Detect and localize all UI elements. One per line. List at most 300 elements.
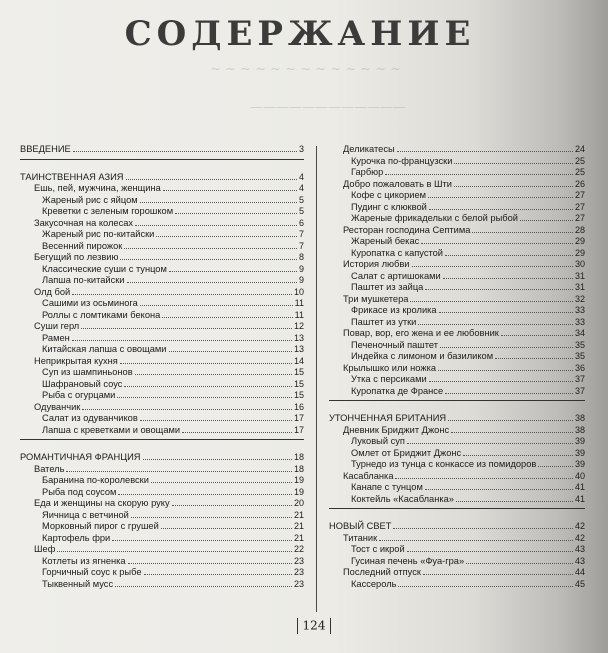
toc-entry-title: Кассероль [351, 578, 397, 589]
toc-entry-title: НОВЫЙ СВЕТ [329, 521, 392, 531]
toc-recipe-row [329, 459, 585, 471]
toc-chapter-row [20, 252, 304, 264]
toc-recipe-row [20, 333, 304, 345]
toc-entry-title: Шеф [34, 544, 56, 554]
toc-entry-page: 27 [574, 201, 585, 212]
toc-entry-page: 24 [574, 144, 585, 154]
toc-section-row [20, 452, 304, 464]
section-rule [20, 439, 304, 440]
toc-recipe-row [329, 436, 585, 448]
dot-leader [407, 551, 573, 552]
toc-entry-title: Паштет из зайца [351, 282, 424, 292]
toc-entry-title: Сашими из осьминога [42, 298, 138, 308]
toc-entry-title: Куропатка де Франсе [351, 385, 444, 396]
toc-recipe-row [20, 229, 304, 241]
dot-leader [143, 459, 292, 460]
toc-entry-title: Паштет из утки [351, 316, 417, 327]
toc-right-column [329, 144, 585, 590]
toc-recipe-row [20, 310, 304, 322]
dot-leader [124, 386, 292, 387]
toc-section-row [20, 172, 304, 184]
dot-leader [124, 248, 297, 249]
toc-entry-page: 45 [574, 578, 585, 589]
toc-recipe-row [329, 544, 585, 556]
bleed-through-text: ~ ~ ~ ~ ~ ~ ~ ~ ~ ~ ~ ~ ~ [210, 62, 402, 77]
dot-leader [466, 563, 573, 564]
toc-entry-page: 9 [298, 275, 304, 285]
dot-leader [66, 471, 292, 472]
toc-entry-page: 19 [293, 475, 304, 485]
toc-entry-page: 38 [574, 424, 585, 435]
toc-recipe-row [329, 386, 585, 398]
dot-leader [428, 197, 573, 198]
toc-recipe-row [329, 236, 585, 248]
dot-leader [81, 328, 292, 329]
toc-recipe-row [20, 275, 304, 287]
toc-entry-page: 11 [294, 298, 304, 308]
toc-recipe-row [329, 556, 585, 568]
toc-entry-title: Кофе с цикорием [351, 190, 427, 200]
toc-chapter-row [329, 225, 585, 237]
dot-leader [429, 381, 573, 382]
toc-recipe-row [20, 487, 304, 499]
toc-entry-page: 8 [298, 252, 304, 262]
toc-entry-page: 27 [574, 190, 585, 200]
toc-entry-page: 4 [298, 171, 304, 182]
toc-section-row [329, 413, 585, 425]
toc-entry-page: 26 [574, 178, 585, 189]
toc-entry-page: 44 [574, 567, 585, 577]
dot-leader [120, 363, 292, 364]
toc-entry-title: Турнедо из тунца с конкассе из помидоров [351, 459, 537, 469]
toc-recipe-row [20, 344, 304, 356]
dot-leader [161, 528, 292, 529]
toc-entry-page: 31 [574, 282, 585, 292]
toc-recipe-row [20, 413, 304, 425]
dot-leader [72, 294, 292, 295]
toc-entry-title: Титаник [343, 532, 378, 543]
dot-leader [135, 374, 292, 375]
toc-recipe-row [20, 556, 304, 568]
toc-entry-page: 17 [293, 424, 304, 435]
toc-recipe-row [329, 448, 585, 460]
toc-entry-title: Утка с персиками [351, 374, 427, 384]
toc-recipe-row [20, 379, 304, 391]
toc-entry-title: Омлет от Бриджит Джонс [351, 447, 462, 458]
toc-entry-page: 32 [574, 293, 585, 304]
toc-entry-title: Повар, вор, его жена и ее любовник [343, 328, 499, 338]
toc-recipe-row [329, 271, 585, 283]
toc-entry-title: Три мушкетера [343, 293, 409, 304]
toc-entry-title: Крылышко или ножка [343, 362, 437, 373]
dot-leader [182, 432, 292, 433]
bleed-through-rule: ———————————— [250, 100, 406, 115]
dot-leader [454, 163, 573, 164]
toc-entry-title: Индейка с лимоном и базиликом [351, 351, 494, 361]
toc-recipe-row [20, 533, 304, 545]
toc-recipe-row [329, 482, 585, 494]
toc-entry-page: 21 [293, 521, 304, 531]
dot-leader [463, 455, 573, 456]
dot-leader [472, 232, 573, 233]
toc-chapter-row [329, 144, 585, 156]
toc-entry-page: 40 [574, 470, 585, 481]
toc-chapter-row [20, 356, 304, 368]
toc-entry-page: 18 [293, 452, 304, 462]
dot-leader [175, 213, 297, 214]
dot-leader [412, 266, 573, 267]
dot-leader [163, 190, 297, 191]
dot-leader [128, 563, 292, 564]
dot-leader [407, 443, 573, 444]
dot-leader [397, 151, 573, 152]
toc-recipe-row [329, 156, 585, 168]
toc-recipe-row [329, 317, 585, 329]
toc-entry-page: 25 [574, 167, 585, 177]
dot-leader [156, 236, 297, 237]
dot-leader [538, 466, 573, 467]
toc-entry-page: 7 [298, 229, 304, 239]
dot-leader [448, 420, 573, 421]
toc-recipe-row [20, 195, 304, 207]
page-number-bar-right [330, 618, 331, 634]
toc-entry-title: Добро пожаловать в Шти [343, 178, 452, 189]
toc-chapter-row [20, 321, 304, 333]
toc-entry-title: Морковный пирог с грушей [42, 521, 159, 531]
toc-entry-title: Неприкрытая кухня [34, 355, 118, 366]
toc-entry-page: 33 [574, 316, 585, 327]
toc-entry-page: 12 [293, 321, 304, 331]
toc-section-row [329, 521, 585, 533]
toc-entry-page: 15 [293, 378, 304, 389]
toc-entry-page: 9 [298, 263, 304, 274]
toc-entry-title: Лапша по-китайски [42, 275, 125, 285]
toc-entry-title: Тыквенный мусс [42, 578, 114, 589]
toc-entry-page: 15 [293, 390, 304, 400]
toc-entry-title: Рамен [42, 332, 70, 343]
section-rule [20, 159, 304, 160]
toc-chapter-row [20, 544, 304, 556]
toc-entry-page: 27 [574, 213, 585, 223]
toc-entry-title: Пудинг с клюквой [351, 201, 427, 212]
dot-leader [72, 340, 292, 341]
toc-chapter-row [20, 218, 304, 230]
toc-entry-title: Яичница с ветчиной [42, 509, 129, 520]
toc-entry-page: 35 [574, 339, 585, 350]
toc-recipe-row [329, 282, 585, 294]
toc-entry-title: Ресторан господина Септима [343, 224, 471, 235]
dot-leader [456, 501, 573, 502]
toc-entry-page: 29 [574, 236, 585, 246]
dot-leader [172, 505, 292, 506]
dot-leader [451, 432, 573, 433]
toc-chapter-row [329, 471, 585, 483]
toc-entry-page: 39 [574, 436, 585, 446]
toc-entry-page: 39 [574, 459, 585, 469]
toc-entry-page: 23 [293, 555, 304, 566]
dot-leader [495, 358, 573, 359]
toc-chapter-row [329, 425, 585, 437]
dot-leader [135, 225, 297, 226]
toc-entry-page: 31 [574, 270, 585, 281]
toc-chapter-row [329, 259, 585, 271]
dot-leader [398, 586, 573, 587]
toc-entry-title: Весенний пирожок [42, 240, 123, 251]
toc-entry-title: Канапе с тунцом [351, 482, 423, 492]
toc-entry-title: Последний отпуск [343, 567, 421, 577]
dot-leader [169, 351, 292, 352]
toc-entry-page: 34 [574, 328, 585, 338]
toc-recipe-row [20, 521, 304, 533]
toc-recipe-row [329, 248, 585, 260]
toc-entry-page: 19 [293, 486, 304, 497]
toc-entry-page: 11 [294, 309, 304, 320]
toc-recipe-row [329, 202, 585, 214]
toc-recipe-row [20, 390, 304, 402]
dot-leader [140, 202, 297, 203]
toc-entry-page: 10 [293, 286, 304, 297]
toc-entry-title: Жареные фрикадельки с белой рыбой [351, 213, 518, 223]
toc-entry-page: 22 [293, 544, 304, 554]
toc-entry-page: 13 [293, 332, 304, 343]
toc-entry-page: 41 [574, 482, 585, 492]
toc-entry-page: 28 [574, 224, 585, 235]
toc-chapter-row [20, 183, 304, 195]
dot-leader [410, 301, 573, 302]
dot-leader [443, 278, 573, 279]
toc-entry-page: 33 [574, 305, 585, 315]
dot-leader [127, 282, 297, 283]
section-rule [329, 400, 585, 401]
toc-entry-page: 16 [293, 401, 304, 412]
toc-recipe-row [329, 579, 585, 591]
dot-leader [169, 271, 297, 272]
toc-entry-page: 36 [574, 362, 585, 373]
toc-entry-title: Салат из одуванчиков [42, 413, 138, 423]
dot-leader [429, 209, 573, 210]
dot-leader [379, 540, 573, 541]
dot-leader [418, 324, 573, 325]
toc-entry-title: Котлеты из ягненка [42, 555, 126, 566]
toc-entry-title: История любви [343, 259, 410, 269]
dot-leader [140, 420, 292, 421]
toc-entry-page: 39 [574, 447, 585, 458]
toc-section-row [20, 144, 304, 156]
dot-leader [144, 574, 292, 575]
dot-leader [140, 305, 293, 306]
toc-entry-page: 42 [574, 521, 585, 531]
toc-entry-title: ВВЕДЕНИЕ [20, 144, 71, 154]
toc-recipe-row [20, 206, 304, 218]
dot-leader [421, 243, 573, 244]
toc-chapter-row [20, 464, 304, 476]
toc-recipe-row [329, 305, 585, 317]
toc-recipe-row [20, 510, 304, 522]
dot-leader [131, 517, 292, 518]
toc-recipe-row [329, 351, 585, 363]
column-separator [316, 146, 317, 612]
toc-left-column [20, 144, 304, 590]
toc-entry-title: УТОНЧЕННАЯ БРИТАНИЯ [329, 413, 447, 423]
toc-recipe-row [20, 425, 304, 437]
toc-entry-page: 23 [293, 578, 304, 589]
dot-leader [423, 574, 573, 575]
toc-entry-title: Жареный рис по-китайски [42, 229, 155, 239]
toc-entry-title: Рыба под соусом [42, 486, 117, 497]
toc-chapter-row [329, 328, 585, 340]
toc-entry-title: Горчичный соус к рыбе [42, 567, 142, 577]
toc-entry-title: Жареный бекас [351, 236, 420, 246]
toc-entry-page: 5 [298, 194, 304, 205]
toc-chapter-row [20, 498, 304, 510]
page-title: СОДЕРЖАНИЕ [124, 14, 476, 54]
page-number-box [284, 618, 344, 634]
toc-entry-title: Дневник Бриджит Джонс [343, 424, 450, 435]
dot-leader [82, 409, 292, 410]
toc-entry-page: 17 [293, 413, 304, 423]
toc-entry-title: Креветки с зеленым горошком [42, 206, 174, 216]
dot-leader [73, 151, 297, 152]
toc-recipe-row [329, 374, 585, 386]
toc-entry-page: 20 [293, 498, 304, 508]
toc-entry-page: 38 [574, 413, 585, 423]
toc-entry-title: Куропатка с капустой [351, 247, 444, 258]
toc-entry-page: 41 [574, 493, 585, 504]
toc-chapter-row [329, 363, 585, 375]
toc-recipe-row [20, 475, 304, 487]
toc-entry-title: Касабланка [343, 470, 394, 481]
toc-entry-page: 21 [293, 532, 304, 543]
dot-leader [520, 220, 573, 221]
toc-entry-page: 37 [574, 385, 585, 396]
dot-leader [126, 179, 297, 180]
toc-entry-page: 43 [574, 544, 585, 554]
toc-entry-title: Олд бой [34, 286, 71, 297]
dot-leader [440, 347, 573, 348]
toc-chapter-row [329, 567, 585, 579]
toc-entry-title: Ешь, пей, мужчина, женщина [34, 183, 161, 193]
toc-entry-page: 25 [574, 155, 585, 166]
toc-entry-page: 21 [293, 509, 304, 520]
toc-entry-title: Классические суши с тунцом [42, 263, 167, 274]
toc-entry-title: Суши герл [34, 321, 80, 331]
toc-recipe-row [329, 167, 585, 179]
toc-entry-page: 37 [574, 374, 585, 384]
toc-recipe-row [329, 494, 585, 506]
toc-chapter-row [329, 179, 585, 191]
toc-entry-title: Шафрановый соус [42, 378, 123, 389]
toc-entry-page: 6 [298, 217, 304, 228]
toc-recipe-row [20, 367, 304, 379]
toc-entry-page: 14 [293, 355, 304, 366]
dot-leader [454, 186, 573, 187]
toc-entry-title: Роллы с ломтиками бекона [42, 309, 161, 320]
toc-entry-page: 18 [293, 463, 304, 474]
dot-leader [115, 586, 292, 587]
toc-entry-title: Луковый суп [351, 436, 405, 446]
toc-chapter-row [329, 294, 585, 306]
page-number: 124 [302, 618, 326, 633]
toc-entry-title: Баранина по-королевски [42, 475, 149, 485]
toc-entry-title: ТАИНСТВЕННАЯ АЗИЯ [20, 171, 124, 182]
dot-leader [162, 317, 292, 318]
toc-entry-page: 29 [574, 247, 585, 258]
toc-entry-title: Жареный рис с яйцом [42, 194, 138, 205]
toc-recipe-row [20, 298, 304, 310]
toc-entry-title: Рыба с огурцами [42, 390, 116, 400]
dot-leader [112, 540, 292, 541]
toc-entry-page: 42 [574, 532, 585, 543]
toc-recipe-row [20, 264, 304, 276]
toc-entry-page: 13 [293, 344, 304, 354]
toc-entry-title: Гусиная печень «Фуа-гра» [351, 555, 465, 566]
toc-entry-title: Ватель [34, 463, 65, 474]
toc-entry-page: 35 [574, 351, 585, 361]
toc-entry-title: Гарбюр [351, 167, 384, 177]
dot-leader [57, 551, 292, 552]
toc-entry-title: РОМАНТИЧНАЯ ФРАНЦИЯ [20, 452, 141, 462]
toc-entry-page: 7 [298, 240, 304, 251]
dot-leader [393, 528, 573, 529]
dot-leader [445, 393, 573, 394]
toc-chapter-row [20, 287, 304, 299]
toc-entry-title: Фрикасе из кролика [351, 305, 437, 315]
toc-entry-title: Китайская лапша с овощами [42, 344, 167, 354]
toc-entry-page: 5 [298, 206, 304, 216]
toc-entry-title: Деликатесы [343, 144, 395, 154]
dot-leader [117, 397, 292, 398]
toc-entry-title: Коктейль «Касабланка» [351, 493, 454, 504]
toc-entry-title: Закусочная на колесах [34, 217, 134, 228]
page-number-bar-left [297, 618, 298, 634]
dot-leader [385, 174, 573, 175]
toc-entry-page: 23 [293, 567, 304, 577]
toc-entry-title: Еда и женщины на скорую руку [34, 498, 170, 508]
toc-entry-title: Картофель фри [42, 532, 111, 543]
dot-leader [395, 478, 573, 479]
dot-leader [425, 489, 573, 490]
dot-leader [501, 335, 573, 336]
dot-leader [118, 494, 292, 495]
toc-entry-title: Суп из шампиньонов [42, 367, 133, 377]
toc-chapter-row [329, 533, 585, 545]
toc-entry-page: 30 [574, 259, 585, 269]
toc-recipe-row [20, 567, 304, 579]
dot-leader [120, 259, 297, 260]
toc-entry-page: 43 [574, 555, 585, 566]
toc-entry-title: Печеночный паштет [351, 339, 439, 350]
dot-leader [425, 289, 573, 290]
toc-entry-title: Лапша с креветками и овощами [42, 424, 181, 435]
dot-leader [151, 482, 292, 483]
toc-recipe-row [20, 241, 304, 253]
toc-entry-page: 15 [293, 367, 304, 377]
toc-entry-title: Тост с икрой [351, 544, 405, 554]
toc-recipe-row [329, 213, 585, 225]
toc-recipe-row [329, 190, 585, 202]
toc-entry-title: Одуванчик [34, 401, 81, 412]
toc-recipe-row [329, 340, 585, 352]
toc-recipe-row [20, 579, 304, 591]
toc-entry-page: 4 [298, 183, 304, 193]
toc-entry-title: Курочка по-французски [351, 155, 453, 166]
toc-entry-page: 3 [298, 144, 304, 154]
toc-entry-title: Бегущий по лезвию [34, 252, 119, 262]
dot-leader [445, 255, 573, 256]
dot-leader [438, 370, 573, 371]
toc-entry-title: Салат с артишоками [351, 270, 441, 281]
toc-chapter-row [20, 402, 304, 414]
